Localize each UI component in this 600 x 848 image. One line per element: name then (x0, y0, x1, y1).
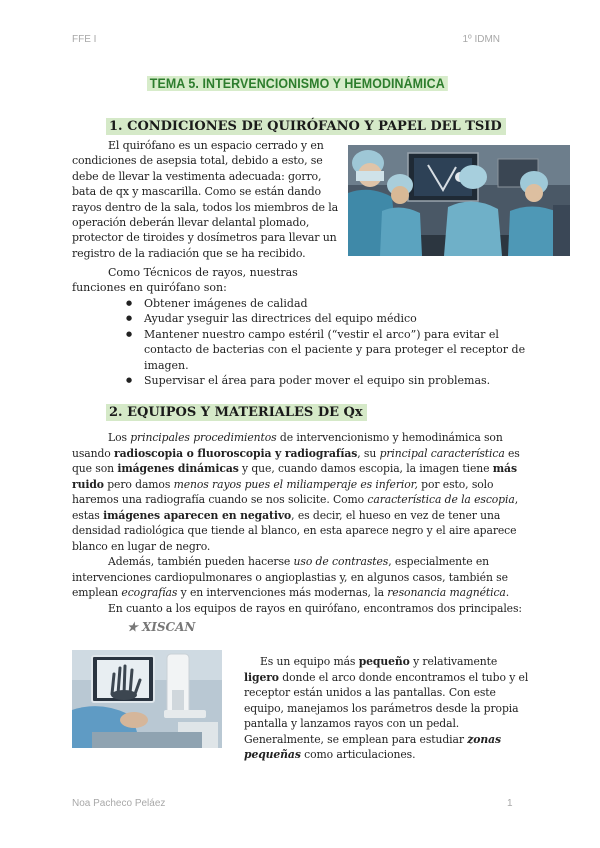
section-1-paragraph-1: El quirófano es un espacio cerrado y en condiciones de asepsia total, debido a esto, se debe de llevar la vestimenta adecuada: gorro, bata de qx y mascarilla. Como se están dando rayos dentro de la sala, todos los miembros de la operación deberán llevar delantal plomado, protector de tiroides y dosímetros para llevar un registro de la radiación que se ha recibido. (72, 139, 338, 260)
xiscan-label: XISCAN (141, 620, 196, 634)
section-2-paragraph-3: En cuanto a los equipos de rayos en quirófano, encontramos dos principales: (108, 601, 522, 615)
list-item: ● Obtener imágenes de calidad (126, 296, 538, 311)
xiscan-paragraph: Es un equipo más pequeño y relativamente ligero donde el arco donde encontramos el tubo y el receptor están unidos a las pantallas. Con este equipo, manejamos los parámetros desde la propia pantalla y lanzamos rayos con un pedal. Generalmente, se emplean para estudiar zonas pequeñas como articulaciones. (244, 655, 529, 761)
header-right: 1º IDMN (462, 34, 500, 45)
list-item: ● Ayudar yseguir las directrices del equipo médico (126, 311, 538, 326)
functions-list (126, 296, 538, 388)
section-2-paragraph-2: Además, también pueden hacerse uso de contrastes, especialmente en intervenciones cardiopulmonares o angioplastias y, en algunos casos, también se emplean ecografías y en intervenciones más modernas, la resonancia magnética. (72, 555, 510, 599)
star-icon: ★ (127, 620, 138, 634)
footer-page-number: 1 (507, 798, 513, 809)
section-2-body (72, 430, 534, 616)
list-item: ● Mantener nuestro campo estéril (“vestir el arco”) para evitar el contacto de bacterias con el paciente y para proteger el receptor de imagen. (126, 327, 538, 373)
surgeons-operating-room-photo (348, 145, 570, 256)
footer-author: Noa Pacheco Peláez (72, 798, 166, 809)
section-1-paragraph-2: Como Técnicos de rayos, nuestras funciones en quirófano son: (72, 266, 298, 295)
xiscan-heading (127, 620, 195, 634)
page-title: TEMA 5. INTERVENCIONISMO Y HEMODINÁMICA (147, 76, 448, 91)
header-left: FFE I (72, 34, 97, 45)
list-item: ● Supervisar el área para poder mover el equipo sin problemas. (126, 373, 538, 388)
section-2-heading: 2. EQUIPOS Y MATERIALES DE Qx (106, 404, 367, 421)
section-1-heading: 1. CONDICIONES DE QUIRÓFANO Y PAPEL DEL TSID (106, 118, 506, 135)
section-2-paragraph-1: Los principales procedimientos de intervencionismo y hemodinámica son usando radioscopia o fluoroscopia y radiografías, su principal característica es que son imágenes dinámicas y que, cuando damos escopia, la imagen tiene más ruido pero damos menos rayos pues el miliamperaje es inferior, por esto, solo haremos una radiografía cuando se nos solicite. Como característica de la escopia, estas imágenes aparecen en negativo, es decir, el hueso en vez de tener una densidad radiológica que tiende al blanco, en esta aparece negro y el aire aparece blanco en lugar de negro. (72, 431, 520, 553)
xiscan-hand-xray-photo (72, 650, 222, 748)
